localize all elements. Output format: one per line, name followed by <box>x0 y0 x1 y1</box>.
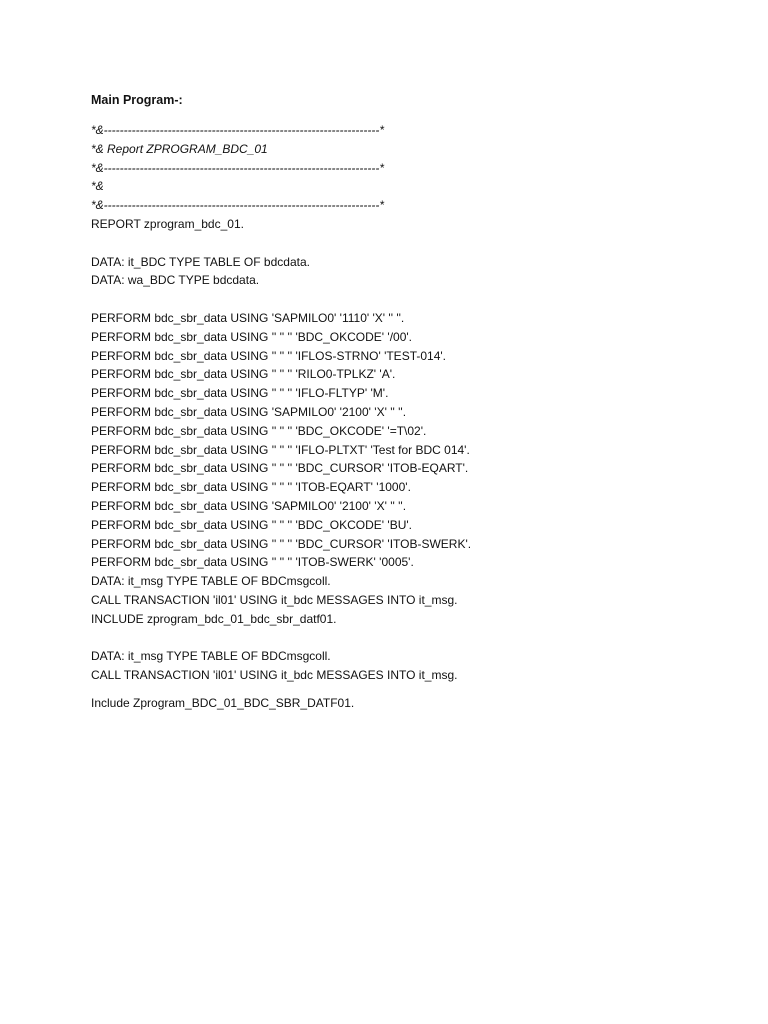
code-listing <box>91 121 471 685</box>
blank-line <box>91 290 471 309</box>
blank-line <box>91 629 471 648</box>
comment-line: *& <box>91 179 104 194</box>
code-line: PERFORM bdc_sbr_data USING '' '' '' 'RILO0-TPLKZ' 'A'. <box>91 367 396 382</box>
code-line: DATA: wa_BDC TYPE bdcdata. <box>91 273 260 288</box>
comment-line: *& Report ZPROGRAM_BDC_01 <box>91 141 268 156</box>
code-line: PERFORM bdc_sbr_data USING '' '' '' 'BDC_OKCODE' 'BU'. <box>91 517 412 532</box>
code-line: PERFORM bdc_sbr_data USING '' '' '' 'IFLO-PLTXT' 'Test for BDC 014'. <box>91 442 470 457</box>
page-heading: Main Program-: <box>91 93 183 107</box>
code-line: PERFORM bdc_sbr_data USING 'SAPMILO0' '2100' 'X' '' ''. <box>91 498 407 513</box>
code-line: PERFORM bdc_sbr_data USING 'SAPMILO0' '1110' 'X' '' ''. <box>91 310 405 325</box>
comment-line: *&---------------------------------------------------------------------* <box>91 160 385 175</box>
include-statement: Include Zprogram_BDC_01_BDC_SBR_DATF01. <box>91 696 355 710</box>
code-line: PERFORM bdc_sbr_data USING '' '' '' 'IFLO-FLTYP' 'M'. <box>91 386 389 401</box>
blank-line <box>91 234 471 253</box>
code-line: DATA: it_msg TYPE TABLE OF BDCmsgcoll. <box>91 574 331 589</box>
code-line: DATA: it_msg TYPE TABLE OF BDCmsgcoll. <box>91 649 331 664</box>
code-line: PERFORM bdc_sbr_data USING '' '' '' 'BDC_OKCODE' '/00'. <box>91 329 413 344</box>
code-line: PERFORM bdc_sbr_data USING '' '' '' 'BDC_OKCODE' '=T\02'. <box>91 423 427 438</box>
code-line: PERFORM bdc_sbr_data USING '' '' '' 'IFLOS-STRNO' 'TEST-014'. <box>91 348 447 363</box>
code-line: PERFORM bdc_sbr_data USING '' '' '' 'BDC_CURSOR' 'ITOB-EQART'. <box>91 461 469 476</box>
code-line: DATA: it_BDC TYPE TABLE OF bdcdata. <box>91 254 310 269</box>
code-line: PERFORM bdc_sbr_data USING 'SAPMILO0' '2100' 'X' '' ''. <box>91 404 407 419</box>
code-line: CALL TRANSACTION 'il01' USING it_bdc MESSAGES INTO it_msg. <box>91 668 458 683</box>
code-line: PERFORM bdc_sbr_data USING '' '' '' 'BDC_CURSOR' 'ITOB-SWERK'. <box>91 536 472 551</box>
code-line: PERFORM bdc_sbr_data USING '' '' '' 'ITOB-EQART' '1000'. <box>91 480 411 495</box>
code-line: CALL TRANSACTION 'il01' USING it_bdc MESSAGES INTO it_msg. <box>91 592 458 607</box>
code-line: PERFORM bdc_sbr_data USING '' '' '' 'ITOB-SWERK' '0005'. <box>91 555 414 570</box>
code-line: REPORT zprogram_bdc_01. <box>91 216 244 231</box>
comment-line: *&---------------------------------------------------------------------* <box>91 123 385 137</box>
comment-line: *&---------------------------------------------------------------------* <box>91 198 385 213</box>
code-line: INCLUDE zprogram_bdc_01_bdc_sbr_datf01. <box>91 611 337 626</box>
